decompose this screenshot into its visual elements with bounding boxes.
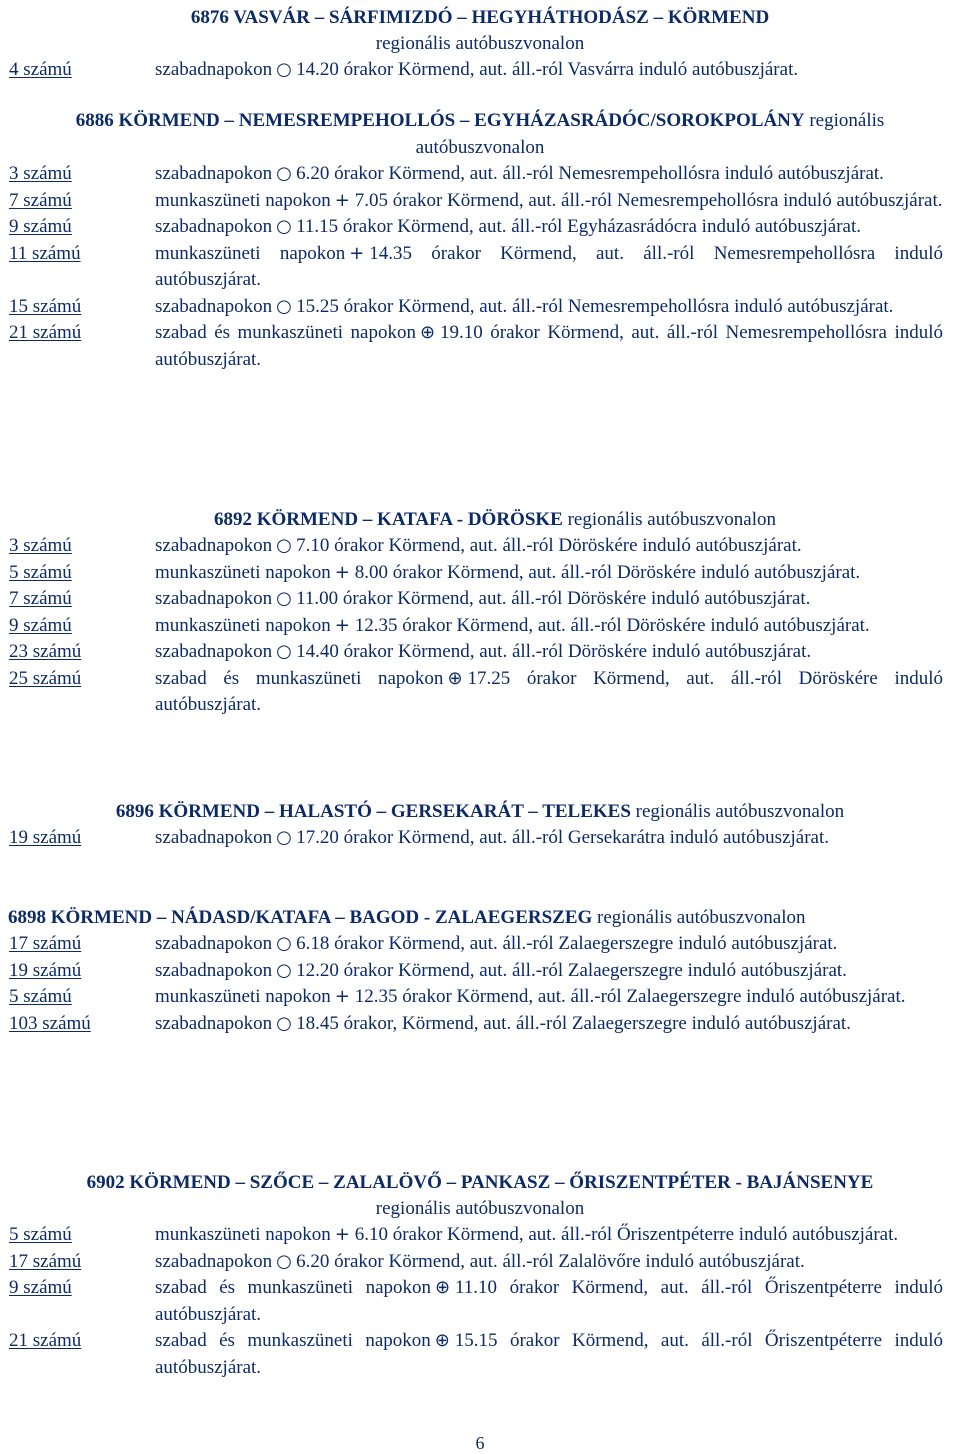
timetable-entry [0, 1275, 960, 1328]
route-title: 6896 KÖRMEND – HALASTÓ – GERSEKARÁT – TELEKES [115, 801, 631, 822]
timetable-entry [0, 161, 960, 188]
route-section-6892 [0, 507, 960, 719]
entry-description [155, 533, 943, 560]
entry-description [155, 214, 943, 241]
entry-text: 11.15 órakor Körmend, aut. áll.-ról Egyházasrádócra induló autóbuszjárat. [296, 216, 862, 237]
plus-icon: + [334, 1224, 350, 1245]
timetable-entry [0, 57, 960, 84]
circle-icon: ○ [276, 959, 292, 981]
route-section-6886 [0, 107, 960, 373]
entry-description [155, 613, 943, 640]
timetable-entry [0, 214, 960, 241]
entry-number: 7 számú [9, 189, 72, 211]
route-type: regionális autóbuszvonalon [635, 801, 845, 822]
entry-number: 3 számú [9, 535, 72, 556]
entry-days: szabad és munkaszüneti napokon [155, 667, 444, 689]
entry-description [155, 294, 943, 321]
route-heading [0, 799, 960, 825]
entry-number: 17 számú [9, 933, 82, 954]
entry-text: 6.20 órakor Körmend, aut. áll.-ról Zalalövőre induló autóbuszjárat. [296, 1250, 805, 1272]
entry-description [155, 958, 943, 985]
circle-icon: ○ [276, 827, 292, 848]
route-title: 6902 KÖRMEND – SZŐCE – ZALALÖVŐ – PANKASZ – ŐRISZENTPÉTER - BAJÁNSENYE [86, 1172, 874, 1193]
entry-number: 19 számú [9, 959, 82, 981]
circle-icon: ○ [276, 933, 292, 954]
entry-description [155, 1249, 943, 1276]
entry-days: szabadnapokon [155, 1012, 273, 1034]
entry-description [155, 931, 943, 958]
route-heading [0, 107, 960, 161]
entry-days: szabadnapokon [155, 1250, 273, 1272]
plus-icon: + [334, 614, 350, 636]
entry-number: 9 számú [9, 1277, 72, 1298]
entry-text: 14.40 órakor Körmend, aut. áll.-ról Döröskére induló autóbuszjárat. [296, 641, 812, 662]
route-section-6898 [0, 905, 960, 1037]
entry-number: 19 számú [9, 827, 82, 848]
entry-text: 6.18 órakor Körmend, aut. áll.-ról Zalaegerszegre induló autóbuszjárat. [296, 933, 838, 954]
timetable-entry [0, 931, 960, 958]
circled-plus-icon: ⊕ [420, 322, 436, 343]
route-type: regionális autóbuszvonalon [567, 509, 777, 530]
entry-text: 15.15 órakor Körmend, aut. áll.-ról Őriszentpéterre induló autóbuszjárat. [155, 1330, 944, 1378]
entry-days: munkaszüneti napokon [155, 561, 331, 583]
entry-days: szabad és munkaszüneti napokon [155, 1277, 432, 1298]
entry-text: 12.35 órakor Körmend, aut. áll.-ról Döröskére induló autóbuszjárat. [354, 614, 870, 636]
entry-description [155, 825, 943, 852]
circle-icon: ○ [276, 59, 292, 80]
entry-number: 17 számú [9, 1250, 82, 1272]
entry-text: 6.20 órakor Körmend, aut. áll.-ról Nemesrempehollósra induló autóbuszjárat. [296, 163, 884, 184]
entry-number: 11 számú [9, 242, 81, 264]
entry-description [155, 241, 943, 294]
entry-description [155, 1011, 943, 1038]
entry-description [155, 666, 943, 719]
circled-plus-icon: ⊕ [447, 667, 463, 689]
entry-description [155, 320, 943, 373]
entry-number: 5 számú [9, 1224, 72, 1245]
route-type: regionális autóbuszvonalon [375, 33, 585, 54]
entry-text: 14.20 órakor Körmend, aut. áll.-ról Vasvárra induló autóbuszjárat. [296, 59, 799, 80]
circled-plus-icon: ⊕ [435, 1277, 451, 1298]
timetable-entry [0, 613, 960, 640]
route-type: regionális autóbuszvonalon [597, 907, 806, 928]
route-section-6876 [0, 5, 960, 84]
timetable-entry [0, 294, 960, 321]
timetable-entry [0, 586, 960, 613]
page-number: 6 [475, 1433, 485, 1453]
entry-description [155, 188, 943, 215]
entry-number: 21 számú [9, 1330, 82, 1351]
entry-text: 15.25 órakor Körmend, aut. áll.-ról Nemesrempehollósra induló autóbuszjárat. [296, 295, 894, 317]
route-title: 6892 KÖRMEND – KATAFA - DÖRÖSKE [213, 509, 563, 530]
route-section-6896 [0, 799, 960, 852]
entry-text: 19.10 órakor Körmend, aut. áll.-ról Nemesrempehollósra induló autóbuszjárat. [155, 322, 943, 370]
entry-text: 17.25 órakor Körmend, aut. áll.-ról Döröskére induló autóbuszjárat. [155, 667, 943, 715]
entry-days: munkaszüneti napokon [155, 242, 346, 264]
entry-text: 14.35 órakor Körmend, aut. áll.-ról Nemesrempehollósra induló autóbuszjárat. [155, 242, 943, 290]
entry-description [155, 560, 943, 587]
entry-text: 17.20 órakor Körmend, aut. áll.-ról Gersekarátra induló autóbuszjárat. [296, 827, 830, 848]
timetable-entry [0, 1011, 960, 1038]
timetable-entry [0, 984, 960, 1011]
entry-text: 11.10 órakor Körmend, aut. áll.-ról Őriszentpéterre induló autóbuszjárat. [155, 1277, 944, 1325]
circle-icon: ○ [276, 641, 292, 662]
timetable-entry [0, 958, 960, 985]
route-type: regionális autóbuszvonalon [415, 110, 885, 158]
timetable-entry [0, 639, 960, 666]
entry-text: 18.45 órakor, Körmend, aut. áll.-ról Zalaegerszegre induló autóbuszjárat. [296, 1012, 851, 1034]
timetable-entry [0, 241, 960, 294]
circle-icon: ○ [276, 1012, 292, 1034]
entry-days: szabad és munkaszüneti napokon [155, 1330, 431, 1351]
route-heading [0, 1170, 960, 1222]
circle-icon: ○ [276, 588, 292, 609]
entry-number: 21 számú [9, 322, 82, 343]
entry-days: szabadnapokon [155, 933, 273, 954]
route-title: 6898 KÖRMEND – NÁDASD/KATAFA – BAGOD - ZALAEGERSZEG [8, 907, 593, 928]
circle-icon: ○ [276, 295, 292, 317]
entry-description [155, 1275, 943, 1328]
circle-icon: ○ [276, 216, 292, 237]
circle-icon: ○ [276, 1250, 292, 1272]
entry-number: 3 számú [9, 163, 72, 184]
route-heading [0, 507, 960, 533]
entry-days: szabadnapokon [155, 216, 273, 237]
route-title: 6886 KÖRMEND – NEMESREMPEHOLLÓS – EGYHÁZASRÁDÓC/SOROKPOLÁNY [75, 110, 805, 131]
entry-days: munkaszüneti napokon [155, 614, 331, 636]
entry-number: 9 számú [9, 216, 72, 237]
entry-days: munkaszüneti napokon [155, 189, 331, 211]
entry-text: 7.05 órakor Körmend, aut. áll.-ról Nemesrempehollósra induló autóbuszjárat. [354, 189, 943, 211]
plus-icon: + [334, 561, 350, 583]
entry-number: 23 számú [9, 641, 82, 662]
entry-days: szabadnapokon [155, 163, 273, 184]
entry-text: 11.00 órakor Körmend, aut. áll.-ról Döröskére induló autóbuszjárat. [296, 588, 811, 609]
entry-days: szabadnapokon [155, 588, 273, 609]
entry-text: 6.10 órakor Körmend, aut. áll.-ról Őriszentpéterre induló autóbuszjárat. [354, 1224, 899, 1245]
entry-text: 7.10 órakor Körmend, aut. áll.-ról Döröskére induló autóbuszjárat. [296, 535, 802, 556]
route-section-6902 [0, 1170, 960, 1381]
entry-number: 5 számú [9, 986, 72, 1007]
route-heading [0, 5, 960, 57]
entry-text: 8.00 órakor Körmend, aut. áll.-ról Döröskére induló autóbuszjárat. [354, 561, 861, 583]
entry-description [155, 161, 943, 188]
timetable-entry [0, 320, 960, 373]
circle-icon: ○ [276, 163, 292, 184]
entry-number: 103 számú [9, 1012, 91, 1034]
entry-text: 12.20 órakor Körmend, aut. áll.-ról Zalaegerszegre induló autóbuszjárat. [296, 959, 847, 981]
circled-plus-icon: ⊕ [434, 1330, 450, 1351]
entry-days: szabadnapokon [155, 295, 273, 317]
plus-icon: + [349, 242, 365, 264]
entry-days: munkaszüneti napokon [155, 1224, 331, 1245]
timetable-entry [0, 825, 960, 852]
entry-days: szabad és munkaszüneti napokon [155, 322, 416, 343]
entry-number: 4 számú [9, 59, 72, 80]
entry-days: szabadnapokon [155, 641, 273, 662]
route-type: regionális autóbuszvonalon [375, 1198, 585, 1219]
entry-number: 9 számú [9, 614, 72, 636]
timetable-entry [0, 666, 960, 719]
timetable-entry [0, 533, 960, 560]
plus-icon: + [334, 986, 350, 1007]
timetable-entry [0, 188, 960, 215]
entry-days: szabadnapokon [155, 959, 273, 981]
entry-description [155, 984, 943, 1011]
entry-number: 7 számú [9, 588, 72, 609]
entry-description [155, 1222, 943, 1249]
entry-text: 12.35 órakor Körmend, aut. áll.-ról Zalaegerszegre induló autóbuszjárat. [354, 986, 906, 1007]
entry-days: szabadnapokon [155, 59, 273, 80]
route-heading [0, 905, 960, 931]
entry-description [155, 1328, 943, 1381]
timetable-entry [0, 1249, 960, 1276]
entry-description [155, 586, 943, 613]
route-title: 6876 VASVÁR – SÁRFIMIZDÓ – HEGYHÁTHODÁSZ – KÖRMEND [190, 7, 770, 28]
entry-number: 15 számú [9, 295, 82, 317]
entry-days: szabadnapokon [155, 827, 273, 848]
entry-number: 25 számú [9, 667, 82, 689]
timetable-entry [0, 1222, 960, 1249]
entry-number: 5 számú [9, 561, 72, 583]
entry-description [155, 57, 943, 84]
timetable-entry [0, 1328, 960, 1381]
circle-icon: ○ [276, 535, 292, 556]
entry-days: munkaszüneti napokon [155, 986, 331, 1007]
entry-days: szabadnapokon [155, 535, 273, 556]
entry-description [155, 639, 943, 666]
timetable-entry [0, 560, 960, 587]
plus-icon: + [334, 189, 350, 211]
